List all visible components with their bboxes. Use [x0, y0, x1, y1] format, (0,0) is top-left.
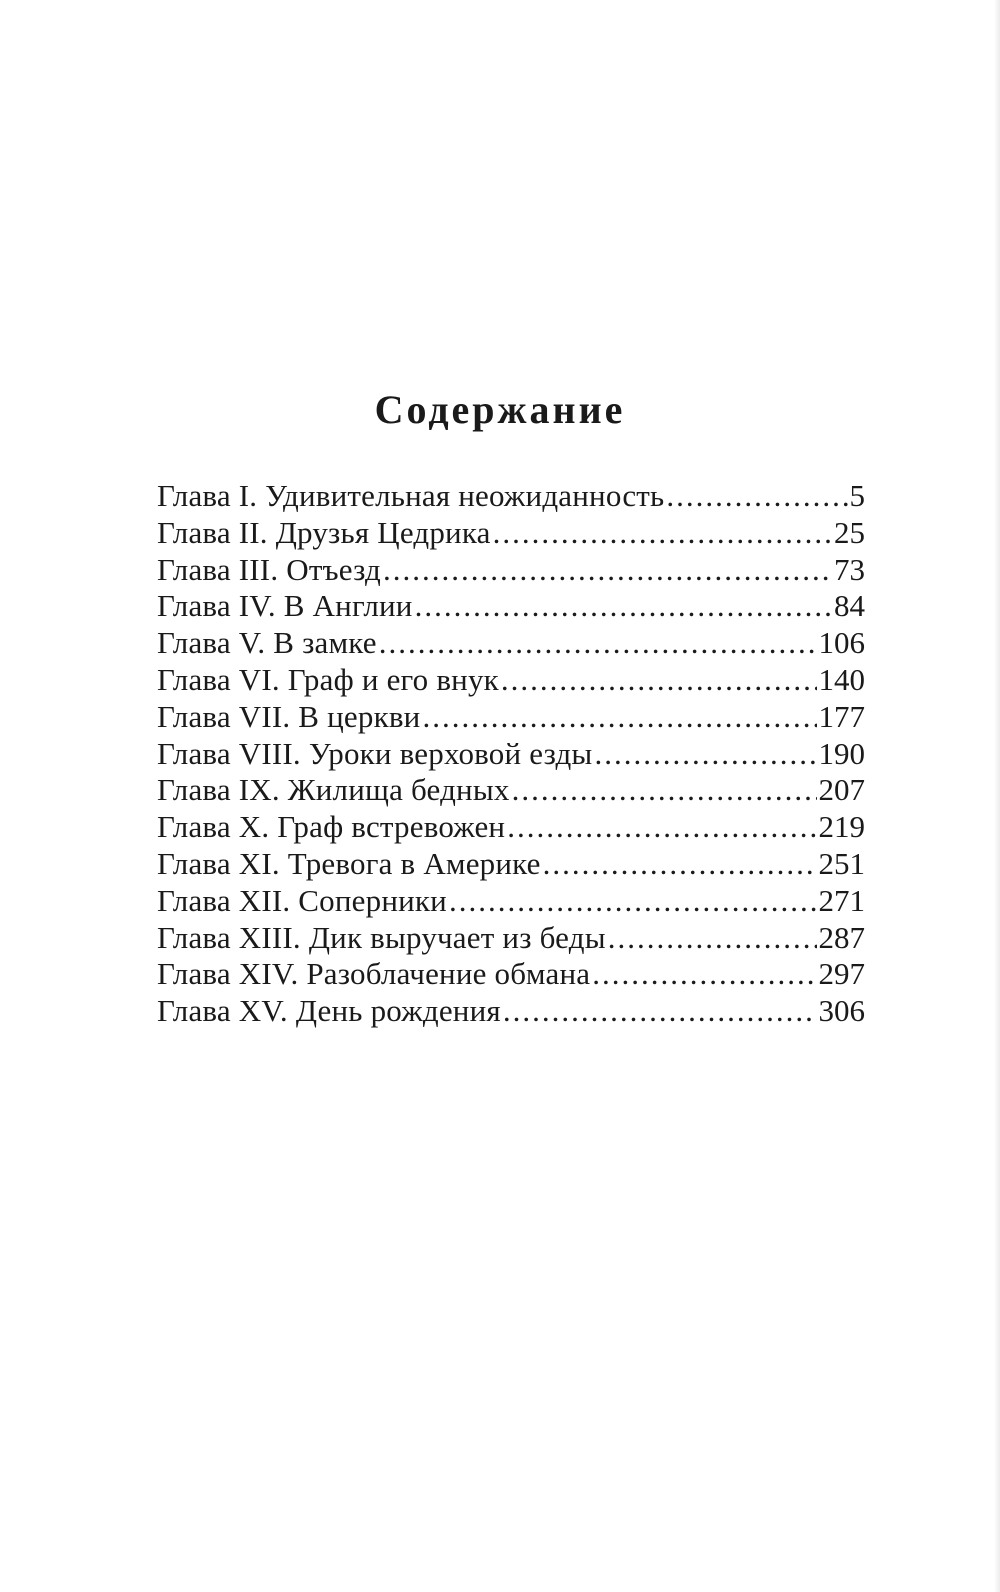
- toc-entry-title: Глава XI. Тревога в Америке: [157, 845, 541, 881]
- toc-page-number: 73: [834, 551, 865, 587]
- toc-entry-chapter-9: [157, 772, 865, 809]
- toc-page-number: 306: [818, 993, 865, 1029]
- toc-entry-chapter-14: [157, 956, 865, 993]
- table-of-contents: [157, 478, 865, 1030]
- toc-page-number: 106: [818, 625, 865, 661]
- toc-entry-title: Глава XIV. Разоблачение обмана: [157, 956, 591, 992]
- toc-page-number: 177: [818, 698, 865, 734]
- toc-entry-chapter-5: [157, 625, 865, 662]
- toc-page-number: 271: [818, 882, 865, 918]
- toc-entry-title: Глава II. Друзья Цедрика: [157, 514, 491, 550]
- toc-page-number: 5: [849, 478, 865, 513]
- toc-entry-title: Глава XIII. Дик выручает из беды: [157, 919, 606, 955]
- toc-dot-leader: [608, 920, 817, 957]
- toc-dot-leader: [594, 736, 816, 773]
- toc-entry-title: Глава XV. День рождения: [157, 993, 501, 1029]
- toc-entry-title: Глава XII. Соперники: [157, 882, 447, 918]
- toc-dot-leader: [543, 846, 817, 883]
- toc-entry-title: Глава IX. Жилища бедных: [157, 772, 510, 808]
- toc-entry-chapter-8: [157, 736, 865, 773]
- toc-entry-chapter-12: [157, 883, 865, 920]
- toc-entry-chapter-15: [157, 993, 865, 1030]
- toc-entry-title: Глава VII. В церкви: [157, 698, 421, 734]
- toc-entry-chapter-7: [157, 699, 865, 736]
- page-title: Содержание: [374, 387, 626, 432]
- toc-page-number: 297: [818, 956, 865, 992]
- toc-entry-chapter-4: [157, 588, 865, 625]
- toc-entry-title: Глава I. Удивительная неожиданность: [157, 478, 665, 513]
- toc-dot-leader: [415, 588, 832, 625]
- toc-entry-title: Глава IV. В Англии: [157, 588, 413, 624]
- toc-entry-title: Глава VI. Граф и его внук: [157, 661, 499, 697]
- toc-entry-title: Глава III. Отъезд: [157, 551, 381, 587]
- toc-page-number: 219: [818, 809, 865, 845]
- toc-page-number: 251: [818, 845, 865, 881]
- toc-entry-title: Глава V. В замке: [157, 625, 377, 661]
- toc-dot-leader: [501, 662, 817, 699]
- toc-entry-title: Глава X. Граф встревожен: [157, 809, 506, 845]
- toc-entry-chapter-13: [157, 920, 865, 957]
- toc-page-number: 287: [818, 919, 865, 955]
- toc-entry-chapter-10: [157, 809, 865, 846]
- toc-dot-leader: [422, 699, 816, 736]
- toc-dot-leader: [503, 993, 817, 1030]
- toc-dot-leader: [507, 809, 816, 846]
- toc-page-number: 207: [818, 772, 865, 808]
- toc-entry-chapter-2: [157, 515, 865, 552]
- toc-entry-chapter-6: [157, 662, 865, 699]
- toc-entry-chapter-3: [157, 552, 865, 589]
- toc-dot-leader: [592, 956, 816, 993]
- toc-page-number: 190: [818, 735, 865, 771]
- toc-entry-chapter-1: [157, 478, 865, 515]
- toc-dot-leader: [449, 883, 817, 920]
- toc-dot-leader: [666, 478, 847, 515]
- toc-dot-leader: [493, 515, 832, 552]
- toc-dot-leader: [383, 552, 832, 589]
- toc-entry-title: Глава VIII. Уроки верховой езды: [157, 735, 593, 771]
- toc-dot-leader: [379, 625, 817, 662]
- toc-page-number: 140: [818, 661, 865, 697]
- scan-edge-shadow: [994, 0, 1000, 1592]
- toc-entry-chapter-11: [157, 846, 865, 883]
- toc-dot-leader: [512, 772, 817, 809]
- toc-page-number: 84: [834, 588, 865, 624]
- toc-page-number: 25: [834, 514, 865, 550]
